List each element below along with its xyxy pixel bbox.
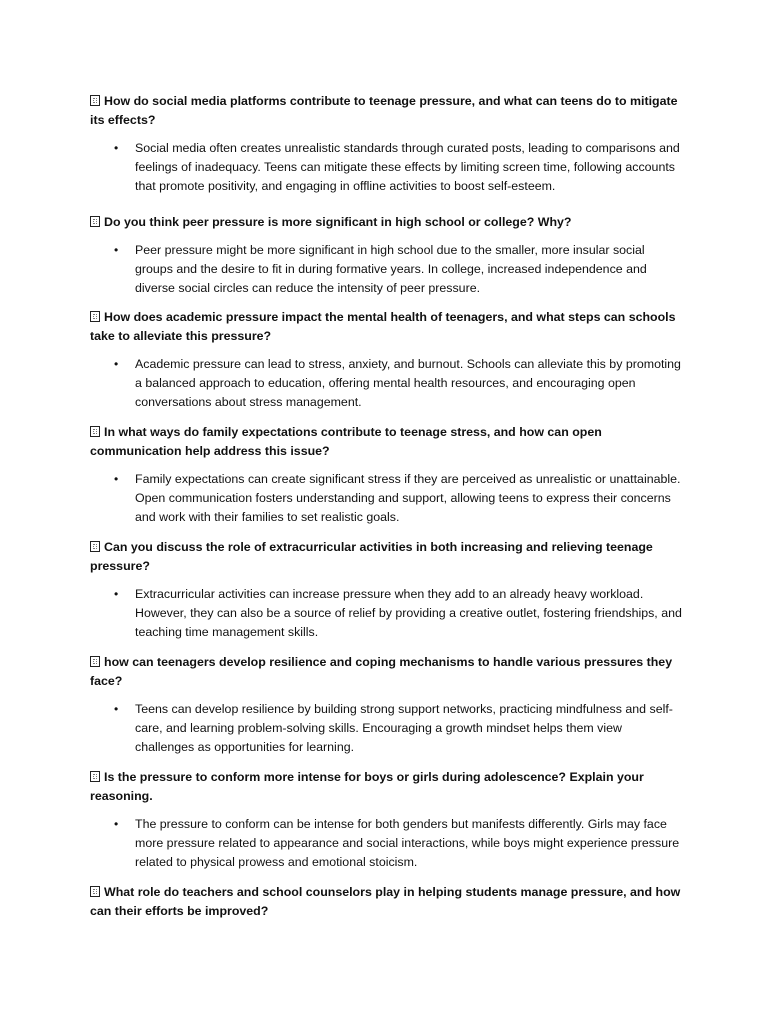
question [90,213,682,232]
answer [90,139,682,196]
question [90,538,682,576]
question [90,653,682,691]
answer-list [90,355,682,412]
qa-item [90,308,682,423]
question-marker-icon [90,656,100,667]
question-marker-icon [90,216,100,227]
bullet-icon: • [114,472,119,486]
question-marker-icon [90,771,100,782]
answer-list [90,700,682,757]
answer-text: Family expectations can create significant stress if they are perceived as unrealistic or unattainable. Open communication fosters understanding and support, allowing teens to express their concerns and work with their families to set realistic goals. [135,472,681,524]
qa-item [90,92,682,213]
bullet-icon: • [114,357,119,371]
answer-text: The pressure to conform can be intense for both genders but manifests differently. Girls may face more pressure related to appearance and social interactions, while boys might experience pressure related to physical prowess and emotional stoicism. [135,817,680,869]
answer-list [90,470,682,527]
qa-item [90,883,682,943]
answer [90,585,682,642]
answer-list [90,585,682,642]
question [90,308,682,346]
answer-text: Social media often creates unrealistic standards through curated posts, leading to comparisons and feelings of inadequacy. Teens can mitigate these effects by limiting screen time, following accounts that promote positivity, and engaging in offline activities to boost self-esteem. [135,141,680,193]
answer-text: Teens can develop resilience by building strong support networks, practicing mindfulness and self-care, and learning problem-solving skills. Encouraging a growth mindset helps them view challenges as opportunities for learning. [135,702,673,754]
answer [90,815,682,872]
question-marker-icon [90,311,100,322]
bullet-icon: • [114,587,119,601]
question-marker-icon [90,426,100,437]
question-text: Can you discuss the role of extracurricular activities in both increasing and relieving teenage pressure? [90,540,653,573]
question [90,768,682,806]
answer-list [90,815,682,872]
question-marker-icon [90,95,100,106]
answer-text: Academic pressure can lead to stress, anxiety, and burnout. Schools can alleviate this by promoting a balanced approach to education, offering mental health resources, and encouraging open conversations about stress management. [135,357,681,409]
question-text: How does academic pressure impact the mental health of teenagers, and what steps can schools take to alleviate this pressure? [90,310,676,343]
qa-item [90,768,682,883]
answer [90,700,682,757]
answer-list [90,241,682,298]
qa-item [90,213,682,308]
question-text: In what ways do family expectations contribute to teenage stress, and how can open communication help address this issue? [90,425,602,458]
qa-item [90,653,682,768]
bullet-icon: • [114,817,119,831]
question-text: Do you think peer pressure is more significant in high school or college? Why? [104,215,572,229]
qa-item [90,423,682,538]
answer [90,470,682,527]
answer [90,355,682,412]
bullet-icon: • [114,243,119,257]
answer-text: Extracurricular activities can increase pressure when they add to an already heavy workload. However, they can also be a source of relief by providing a creative outlet, fostering friendships, and teaching time management skills. [135,587,682,639]
question-marker-icon [90,886,100,897]
question-text: What role do teachers and school counselors play in helping students manage pressure, and how can their efforts be improved? [90,885,681,918]
question [90,423,682,461]
answer [90,241,682,298]
question-text: how can teenagers develop resilience and coping mechanisms to handle various pressures they face? [90,655,673,688]
qa-item [90,538,682,653]
question [90,92,682,130]
answer-list [90,139,682,196]
answer-text: Peer pressure might be more significant in high school due to the smaller, more insular social groups and the desire to fit in during formative years. In college, increased independence and diverse social circles can reduce the intensity of peer pressure. [135,243,647,295]
question-marker-icon [90,541,100,552]
question-text: Is the pressure to conform more intense for boys or girls during adolescence? Explain your reasoning. [90,770,644,803]
question-text: How do social media platforms contribute to teenage pressure, and what can teens do to mitigate its effects? [90,94,678,127]
document-page [90,92,682,943]
bullet-icon: • [114,702,119,716]
bullet-icon: • [114,141,119,155]
question [90,883,682,921]
